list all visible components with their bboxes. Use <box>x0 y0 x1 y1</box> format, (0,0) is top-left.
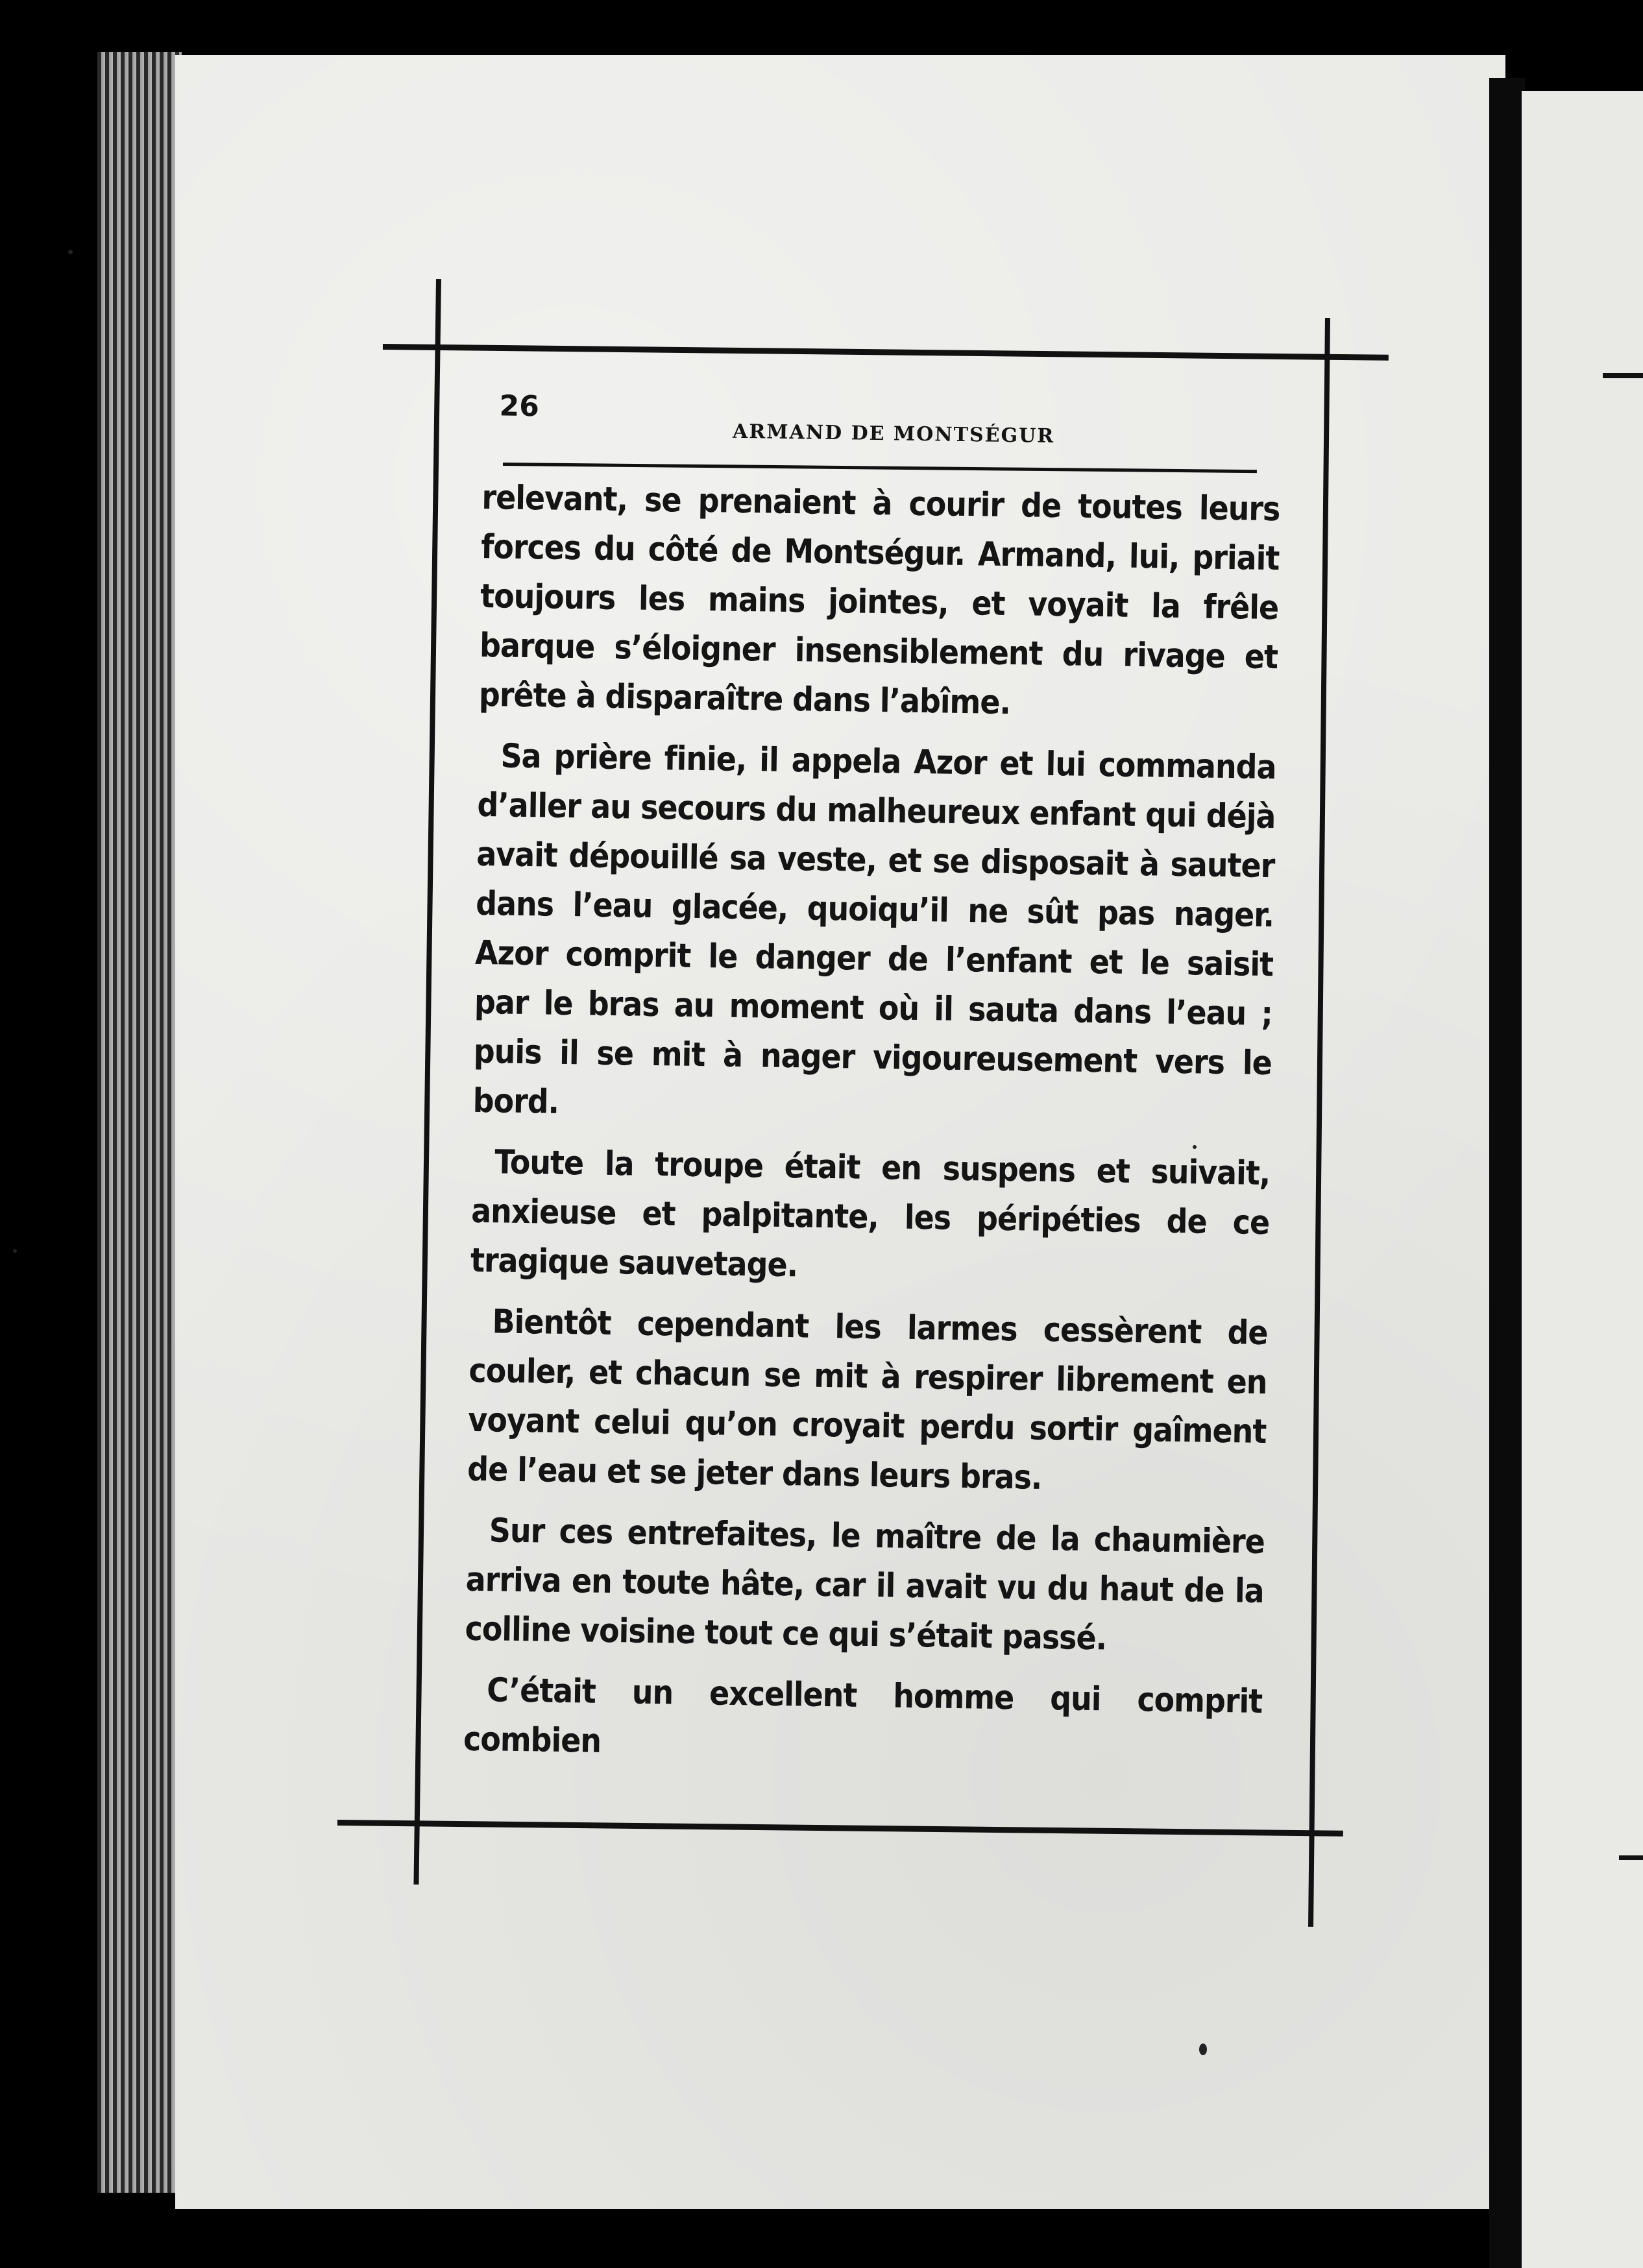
right-page-rule-lower <box>1619 1855 1643 1860</box>
running-head <box>483 389 1282 459</box>
paragraph: Bientôt cependant les larmes cessèrent de couler, et chacun se mit à respirer librement en voyant celui qu’on croyait perdu sortir gaîment de l’eau et se jeter dans leurs bras. <box>467 1303 1268 1497</box>
paragraph: Sa prière finie, il appela Azor et lui commanda d’aller au secours du malheureux enfant qui déjà avait dépouillé sa veste, et se disposait à sauter dans l’eau glacée, quoiqu’il ne sût pas nager. Azor comprit le danger de l’enfant et le saisit par le bras au moment où il sauta dans l’eau ; puis il se mit à nager vigoureusement vers le bord. <box>472 737 1276 1122</box>
paragraph: Sur ces entrefaites, le maître de la chaumière arriva en toute hâte, car il avait vu du haut de la colline voisine tout ce qui s’était passé. <box>465 1512 1265 1658</box>
paragraph: Toute la troupe était en suspens et suivait, anxieuse et palpitante, les péripéties de ce tragique sauvetage. <box>470 1143 1271 1285</box>
page-text-block <box>463 389 1282 1776</box>
book-gutter <box>1489 78 1525 2268</box>
paragraph: C’était un excellent homme qui comprit combien <box>463 1671 1263 1761</box>
right-page-edge <box>1522 91 1643 2268</box>
page-number: 26 <box>499 389 540 424</box>
right-page-rule <box>1603 373 1643 378</box>
running-title: ARMAND DE MONTSÉGUR <box>732 420 1055 448</box>
body-text <box>463 474 1280 1776</box>
book-page-edges <box>97 52 182 2193</box>
paragraph: relevant, se prenaient à courir de toutes leurs forces du côté de Montségur. Armand, lui, priait toujours les mains jointes, et voyait la frêle barque s’éloigner insensiblement du rivage et prête à disparaître dans l’abîme. <box>478 478 1280 723</box>
